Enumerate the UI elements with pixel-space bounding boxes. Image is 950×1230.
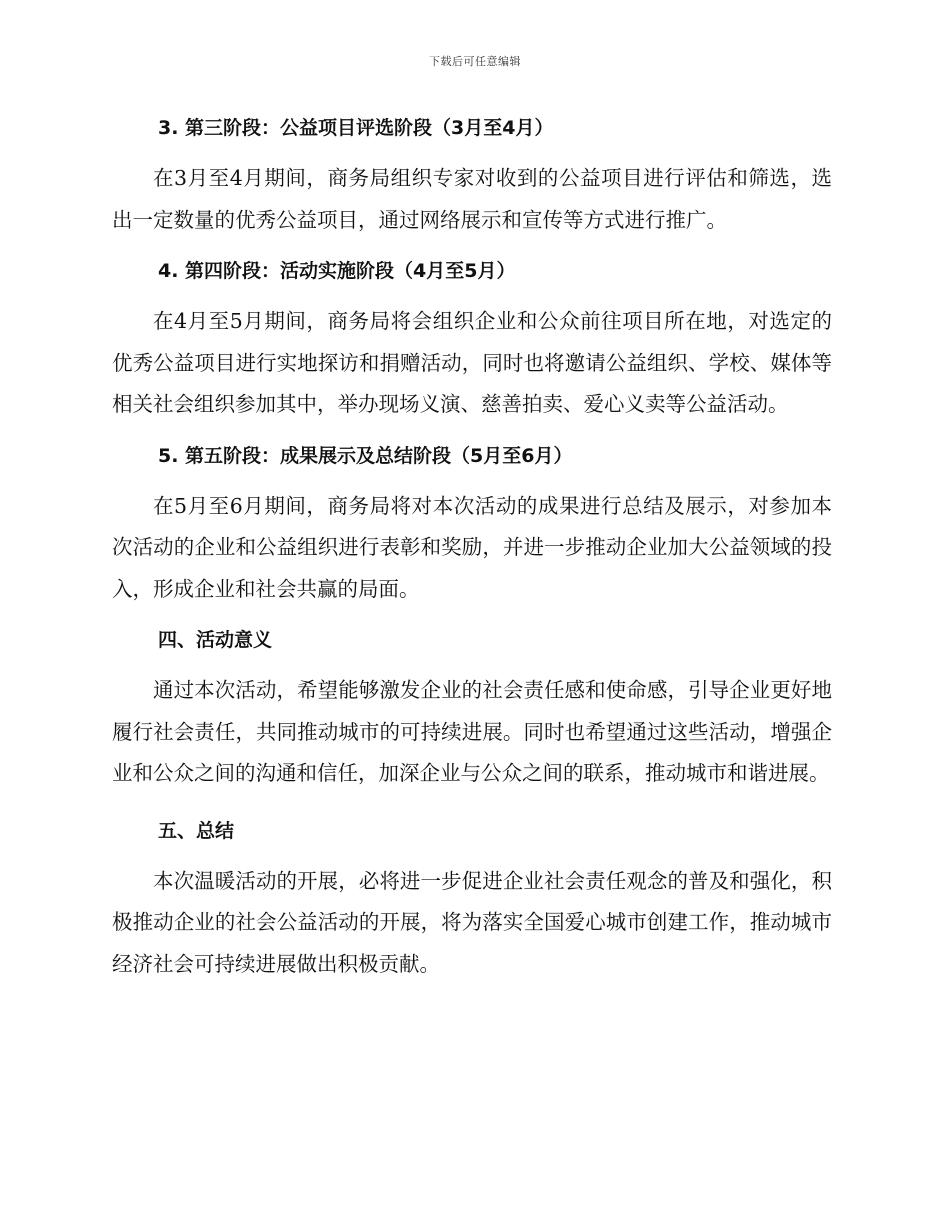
stage5-heading: 5. 第五阶段：成果展示及总结阶段（5月至6月） — [158, 444, 573, 467]
document-body — [112, 108, 832, 985]
stage5-paragraph: 在5月至6月期间，商务局将对本次活动的成果进行总结及展示，对参加本次活动的企业和公益组织进行表彰和奖励，并进一步推动企业加大公益领域的投入，形成企业和社会共赢的局面。 — [112, 493, 832, 601]
stage3-heading: 3. 第三阶段：公益项目评选阶段（3月至4月） — [158, 117, 554, 139]
summary-paragraph: 本次温暖活动的开展，必将进一步促进企业社会责任观念的普及和强化，积极推动企业的社会公益活动的开展，将为落实全国爱心城市创建工作，推动城市经济社会可持续进展做出积极贡献。 — [112, 868, 832, 976]
stage4-paragraph: 在4月至5月期间，商务局将会组织企业和公众前往项目所在地，对选定的优秀公益项目进行实地探访和捐赠活动，同时也将邀请公益组织、学校、媒体等相关社会组织参加其中，举办现场义演、慈善拍卖、爱心义卖等公益活动。 — [112, 309, 832, 416]
stage3-paragraph: 在3月至4月期间，商务局组织专家对收到的公益项目进行评估和筛选，选出一定数量的优秀公益项目，通过网络展示和宣传等方式进行推广。 — [112, 166, 832, 232]
page-header: 下载后可任意编辑 — [429, 55, 521, 68]
significance-paragraph: 通过本次活动，希望能够激发企业的社会责任感和使命感，引导企业更好地履行社会责任，共同推动城市的可持续进展。同时也希望通过这些活动，增强企业和公众之间的沟通和信任，加深企业与公众之间的联系，推动城市和谐进展。 — [112, 678, 832, 785]
summary-heading: 五、总结 — [158, 819, 235, 842]
stage4-heading: 4. 第四阶段：活动实施阶段（4月至5月） — [158, 260, 516, 282]
significance-heading: 四、活动意义 — [158, 629, 273, 651]
